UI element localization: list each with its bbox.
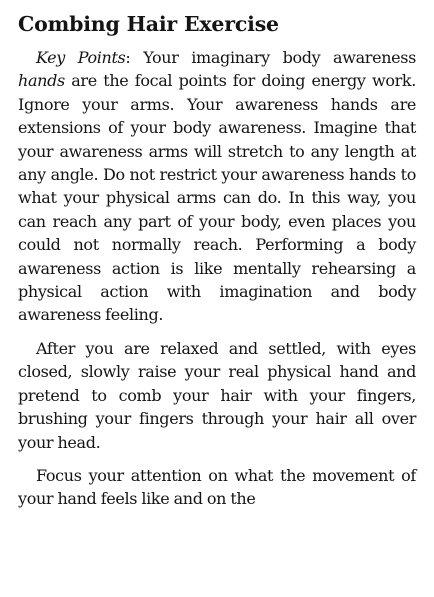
key-points-paragraph <box>18 46 416 327</box>
document-page <box>18 10 416 511</box>
key-points-text-b: are the focal points for doing energy work. Ignore your arms. Your awareness hands are extensions of your body awareness. Imagine that your awareness arms will stretch to any length at any angle. Do not restrict your awareness hands to what your physical arms can do. In this way, you can reach any part of your body, even places you could not normally reach. Performing a body awareness action is like mentally rehearsing a physical action with imagination and body awareness feeling. <box>18 71 416 325</box>
instruction-paragraph: After you are relaxed and settled, with eyes closed, slowly raise your real physical hand and pretend to comb your hair with your fingers, brushing your fingers through your hair all over your head. <box>18 338 416 452</box>
section-heading: Combing Hair Exercise <box>18 12 279 36</box>
focus-paragraph: Focus your attention on what the movement of your hand feels like and on the <box>18 465 416 509</box>
key-points-text-a: : Your imaginary body awareness <box>125 48 416 67</box>
key-points-label: Key Points <box>36 48 126 67</box>
hands-emphasis: hands <box>18 71 65 91</box>
